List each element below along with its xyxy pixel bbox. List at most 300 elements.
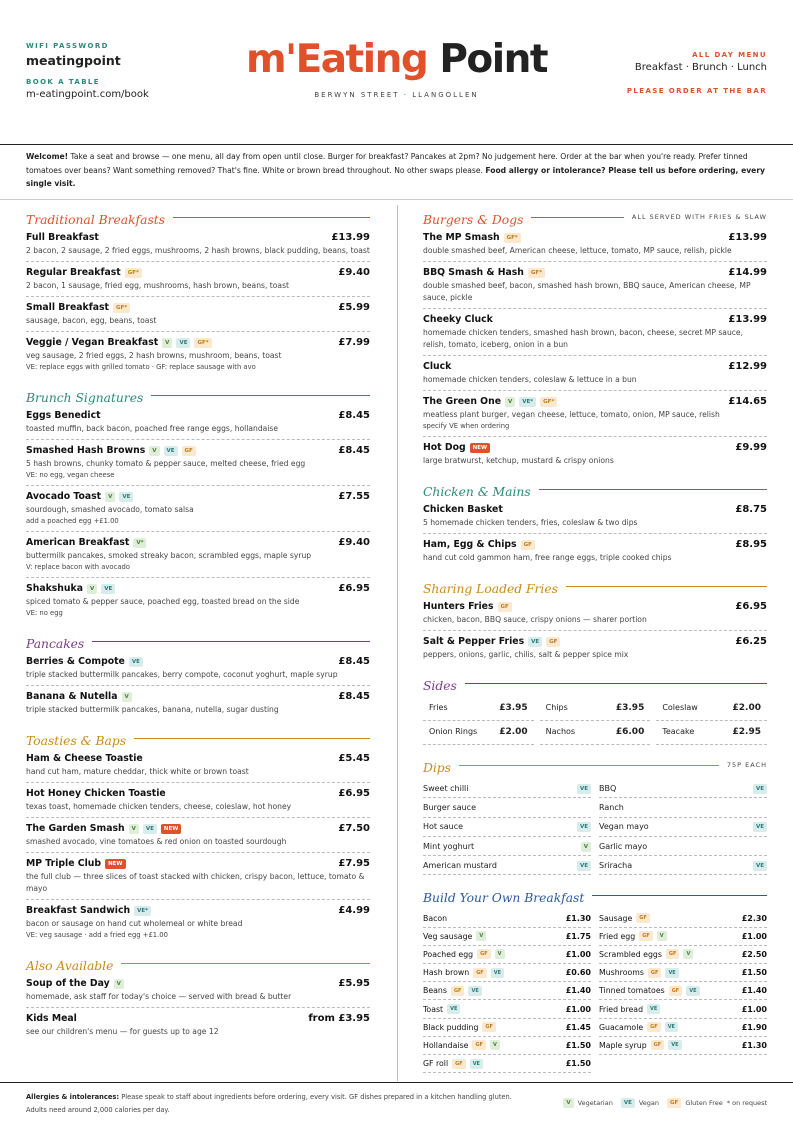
dip-item: [599, 837, 767, 856]
dip-name: Mint yoghurt: [423, 841, 475, 851]
menu-item-name: [423, 396, 557, 407]
menu-item-variant: VE: replace eggs with grilled tomato · GF: replace sausage with avo: [26, 363, 256, 371]
dip-name: Burger sauce: [423, 802, 476, 812]
menu-item-row: [26, 491, 370, 502]
dietary-badge: GF*: [528, 268, 545, 278]
side-price: £2.95: [732, 727, 761, 737]
menu-item-name-text: BBQ Smash & Hash: [423, 267, 524, 278]
dip-badge-wrap: [577, 821, 591, 832]
menu-item-name: [423, 636, 560, 647]
menu-item-description: homemade chicken tenders, smashed hash brown, bacon, cheese, secret MP sauce, relish, tomato, iceberg, onion in a bun: [423, 328, 744, 349]
section-title: Pancakes: [26, 636, 92, 652]
menu-item-price: £7.50: [338, 823, 370, 834]
side-price: £3.95: [499, 703, 528, 713]
build-item-name: [599, 1004, 660, 1014]
dietary-badge: VE: [470, 1059, 483, 1069]
menu-item-name: [423, 442, 490, 453]
menu-item-description: buttermilk pancakes, smoked streaky bacon, scrambled eggs, maple syrup: [26, 551, 312, 560]
build-item: [423, 946, 591, 964]
allday-label: ALL DAY MENU: [692, 51, 767, 59]
menu-item-name: [26, 788, 166, 799]
dietary-badge: GF: [182, 446, 196, 456]
build-item-name-text: Beans: [423, 986, 447, 996]
menu-item: [26, 690, 370, 720]
intro-allergy: Food allergy or intolerance? Please tell us before ordering, every single visit.: [26, 165, 766, 189]
menu-item: [26, 490, 370, 532]
build-item-name: [423, 968, 504, 978]
side-name: Chips: [545, 703, 568, 712]
menu-item-name-text: Kids Meal: [26, 1013, 77, 1024]
menu-item-name: [26, 691, 132, 702]
dietary-badge: GF: [651, 1040, 665, 1050]
menu-item-variant: VE: no egg: [26, 609, 63, 617]
build-item-name-text: Mushrooms: [599, 968, 644, 978]
menu-item: [26, 1012, 370, 1042]
menu-item-row: [423, 267, 767, 278]
menu-item-row: [26, 445, 370, 456]
menu-item: [26, 231, 370, 262]
menu-item-name-text: Cheeky Cluck: [423, 314, 493, 325]
dietary-badge: GF*: [125, 268, 142, 278]
dietary-badge: NEW: [470, 443, 490, 453]
build-item: [423, 982, 591, 1000]
build-item-name: [423, 1004, 460, 1014]
menu-item-name-text: Ham & Cheese Toastie: [26, 753, 143, 764]
menu-item-description: 2 bacon, 1 sausage, fried egg, mushrooms, hash brown, beans, toast: [26, 281, 290, 290]
section-header: [26, 730, 370, 746]
menu-item-price: £6.95: [735, 601, 767, 612]
build-item-price: £1.50: [565, 1040, 591, 1050]
dietary-badge: VE: [577, 822, 591, 832]
build-item-name: [599, 968, 679, 978]
menu-item-name: [423, 232, 521, 243]
dietary-badge: VE: [176, 338, 190, 348]
menu-item-name: [26, 337, 212, 348]
dip-item: [423, 818, 591, 837]
dip-badge-wrap: [753, 821, 767, 832]
menu-item-price: from £3.95: [308, 1013, 370, 1024]
build-item-name: [423, 1040, 500, 1050]
menu-item-price: £9.40: [338, 267, 370, 278]
menu-item-description: homemade chicken tenders, coleslaw & lettuce in a bun: [423, 375, 637, 384]
menu-item-row: [26, 691, 370, 702]
left-column: [26, 209, 370, 1052]
menu-item-name-text: Breakfast Sandwich: [26, 905, 131, 916]
menu-item: [423, 266, 767, 309]
menu-item-name-text: Soup of the Day: [26, 978, 110, 989]
menu-item: [26, 904, 370, 945]
menu-item-name-text: Avocado Toast: [26, 491, 102, 502]
build-item-name-text: Fried bread: [599, 1004, 644, 1014]
menu-item-description: sausage, bacon, egg, beans, toast: [26, 316, 157, 325]
menu-item-price: £8.45: [338, 691, 370, 702]
dip-badge-wrap: [577, 783, 591, 794]
dip-item: [423, 837, 591, 856]
menu-item-name: [26, 823, 181, 834]
dietary-badge: VE: [665, 1022, 678, 1032]
menu-item-description: 5 hash browns, chunky tomato & pepper sauce, melted cheese, fried egg: [26, 459, 306, 468]
build-item-name-text: Toast: [423, 1004, 444, 1014]
build-item-price: £1.00: [565, 949, 591, 959]
dietary-badge: VE: [119, 492, 133, 502]
menu-item-name: [26, 1013, 77, 1024]
menu-item-name-text: Banana & Nutella: [26, 691, 118, 702]
menu-item-name: [423, 361, 451, 372]
restaurant-logo: [150, 37, 643, 82]
menu-item: [423, 395, 767, 437]
dietary-badge: GF: [639, 931, 653, 941]
build-item-name: [423, 949, 505, 959]
menu-item-row: [26, 1013, 370, 1024]
section-title: Chicken & Mains: [423, 484, 539, 500]
footer-calories: Adults need around 2,000 calories per day.: [26, 1105, 170, 1114]
dietary-badge: V: [129, 824, 139, 834]
build-item-price: £1.30: [565, 913, 591, 923]
menu-item-name: [423, 601, 512, 612]
dietary-badge: GF: [648, 968, 662, 978]
menu-section: [423, 481, 767, 568]
footer-allergy-label: Allergies & intolerances:: [26, 1093, 120, 1101]
build-item: [423, 964, 591, 982]
dietary-badge: V: [683, 949, 693, 959]
section-title: Brunch Signatures: [26, 390, 151, 406]
dietary-badge: GF: [647, 1022, 661, 1032]
section-title: Sharing Loaded Fries: [423, 581, 566, 597]
menu-item-price: £5.99: [338, 302, 370, 313]
menu-item-description: homemade, ask staff for today's choice — served with bread & butter: [26, 992, 292, 1001]
build-item-name: [599, 913, 650, 923]
section-header: [26, 209, 370, 225]
dietary-badge: GF: [521, 540, 535, 550]
dietary-badge: VE: [753, 861, 767, 871]
key-label: Vegan: [638, 1099, 660, 1107]
build-item-name: [599, 1022, 678, 1032]
divider: [0, 199, 793, 200]
menu-header: [0, 0, 793, 145]
build-item: [599, 982, 767, 1000]
build-item: [599, 964, 767, 982]
dietary-badge: GF: [472, 1040, 486, 1050]
menu-item: [26, 655, 370, 686]
menu-item-name: [26, 445, 196, 456]
build-item-name: [599, 931, 667, 941]
section-title: Sides: [423, 678, 465, 694]
menu-item-price: £13.99: [331, 232, 370, 243]
dietary-badge: VE: [447, 1004, 460, 1014]
footer-allergy-text: Please speak to staff about ingredients before ordering, every visit. GF dishes prepared in a kitchen handling gluten.: [119, 1093, 512, 1101]
menu-item-price: £14.99: [728, 267, 767, 278]
menu-item-name-text: American Breakfast: [26, 537, 130, 548]
build-item-name-text: Bacon: [423, 913, 448, 923]
build-item-price: £1.50: [565, 1059, 591, 1069]
dietary-badge: VE: [753, 784, 767, 794]
build-item-price: £1.30: [741, 1040, 767, 1050]
wifi-label: WIFI PASSWORD: [26, 42, 109, 50]
side-name: Nachos: [545, 727, 576, 736]
side-item: [423, 721, 534, 745]
dietary-badge: V: [105, 492, 115, 502]
menu-item-name-text: Ham, Egg & Chips: [423, 539, 517, 550]
section-rule: [423, 683, 767, 684]
menu-item-name-text: Shakshuka: [26, 583, 83, 594]
menu-item-row: [26, 656, 370, 667]
dietary-badge: GF*: [504, 233, 521, 243]
menu-item-name-text: Hot Dog: [423, 442, 466, 453]
build-item-name: [423, 986, 482, 996]
footer-key: [559, 1098, 767, 1108]
build-item: [599, 1037, 767, 1055]
menu-item: [423, 600, 767, 631]
menu-item-variant: VE: no egg, vegan cheese: [26, 471, 115, 479]
dip-name: BBQ: [599, 783, 617, 793]
build-item-name-text: Maple syrup: [599, 1040, 647, 1050]
menu-item-price: £9.99: [735, 442, 767, 453]
menu-item-variant: add a poached egg +£1.00: [26, 517, 119, 525]
on-request-note: * on request: [726, 1099, 767, 1107]
menu-item-description: the full club — three slices of toast stacked with chicken, crispy bacon, lettuce, tomato & mayo: [26, 872, 365, 893]
menu-section: [26, 633, 370, 720]
dietary-badge: VE: [686, 986, 699, 996]
menu-item-description: large bratwurst, ketchup, mustard & crispy onions: [423, 456, 614, 465]
intro-text: [26, 150, 771, 191]
sides-section: [423, 675, 767, 745]
menu-item-row: [423, 314, 767, 325]
menu-item-name-text: The Green One: [423, 396, 502, 407]
menu-item-name-text: Smashed Hash Browns: [26, 445, 146, 456]
build-item-name: [423, 1059, 483, 1069]
menu-item-price: £5.45: [338, 753, 370, 764]
menu-item-description: 5 homemade chicken tenders, fries, coleslaw & two dips: [423, 518, 638, 527]
dip-name: Hot sauce: [423, 822, 464, 832]
dip-badge-wrap: [753, 860, 767, 871]
dip-name: Vegan mayo: [599, 822, 649, 832]
dietary-badge: V: [149, 446, 159, 456]
section-header: [423, 209, 767, 225]
menu-item-price: £8.95: [735, 539, 767, 550]
menu-item-description: meatless plant burger, vegan cheese, lettuce, tomato, onion, MP sauce, relish: [423, 410, 720, 419]
menu-item-name: [26, 656, 143, 667]
dip-name: Ranch: [599, 802, 624, 812]
menu-item: [26, 822, 370, 853]
menu-item: [26, 752, 370, 783]
logo-part-b: Point: [439, 37, 547, 82]
build-item: [599, 909, 767, 927]
dietary-badge: VE: [577, 861, 591, 871]
menu-item: [26, 301, 370, 332]
menu-item: [26, 582, 370, 623]
section-header: [26, 633, 370, 649]
build-item-name: [423, 1022, 496, 1032]
menu-item: [26, 409, 370, 440]
menu-item-row: [423, 361, 767, 372]
side-item: [423, 697, 534, 721]
side-price: £2.00: [732, 703, 761, 713]
menu-item: [26, 977, 370, 1008]
dietary-badge: VE: [101, 584, 115, 594]
menu-item-price: £5.95: [338, 978, 370, 989]
menu-item-variant: V: replace bacon with avocado: [26, 563, 130, 571]
section-title: Build Your Own Breakfast: [423, 890, 592, 906]
menu-item-description: peppers, onions, garlic, chilis, salt & pepper spice mix: [423, 650, 629, 659]
menu-item: [423, 635, 767, 665]
build-item-name-text: GF roll: [423, 1059, 449, 1069]
build-item-name: [423, 914, 447, 923]
dip-item: [423, 798, 591, 817]
menu-item: [26, 857, 370, 900]
menu-item-price: £12.99: [728, 361, 767, 372]
dietary-badge: VE: [577, 784, 591, 794]
build-item-price: £1.50: [741, 968, 767, 978]
dip-item: [599, 779, 767, 798]
dietary-badge: V: [495, 949, 505, 959]
menu-item-price: £8.45: [338, 410, 370, 421]
dietary-badge: VE*: [519, 397, 536, 407]
dip-name: Garlic mayo: [599, 841, 648, 851]
menu-item-row: [26, 302, 370, 313]
build-item-price: £1.75: [565, 931, 591, 941]
build-item-name-text: Sausage: [599, 913, 633, 923]
build-item: [423, 1055, 591, 1073]
build-grid: [423, 909, 767, 1073]
side-price: £2.00: [499, 727, 528, 737]
dietary-badge: GF: [667, 1098, 681, 1108]
dietary-badge: GF*: [194, 338, 211, 348]
menu-item: [26, 787, 370, 818]
menu-section: [423, 578, 767, 665]
menu-item-price: £6.95: [338, 788, 370, 799]
build-item-name: [423, 931, 486, 941]
book-link[interactable]: m-eatingpoint.com/book: [26, 89, 149, 100]
menu-item-price: £7.99: [338, 337, 370, 348]
build-item: [423, 1000, 591, 1018]
menu-item-name-text: Small Breakfast: [26, 302, 109, 313]
menu-item-description: texas toast, homemade chicken tenders, cheese, coleslaw, hot honey: [26, 802, 292, 811]
dip-item: [599, 818, 767, 837]
key-label: Vegetarian: [577, 1099, 613, 1107]
menu-item-price: £13.99: [728, 314, 767, 325]
menu-item-row: [423, 232, 767, 243]
dips-section: [423, 757, 767, 875]
dip-badge-wrap: [753, 783, 767, 794]
build-item: [423, 1037, 591, 1055]
menu-item-row: [26, 823, 370, 834]
dietary-badge: GF: [669, 986, 683, 996]
menu-item-row: [26, 232, 370, 243]
section-header: [423, 757, 767, 773]
menu-item-row: [423, 504, 767, 515]
intro-body: Take a seat and browse — one menu, all day from open until close. Burger for breakfast? Pancakes at 2pm? No judgement here. Order at the bar when you're ready. Prefer tinned tomatoes over beans? Want something removed? That's fine. White or brown bread throughout. No other swaps please.: [26, 152, 748, 175]
section-title: Traditional Breakfasts: [26, 212, 173, 228]
build-section: [423, 887, 767, 1073]
build-item: [599, 946, 767, 964]
menu-item-name: [423, 539, 535, 550]
build-item: [599, 1000, 767, 1018]
dietary-badge: V: [122, 692, 132, 702]
footer-rule: [0, 1082, 793, 1083]
menu-item-name: [26, 537, 146, 548]
build-item: [599, 928, 767, 946]
dip-item: [423, 779, 591, 798]
menu-item-price: £7.55: [338, 491, 370, 502]
section-rule: [423, 765, 767, 766]
menu-item-row: [26, 978, 370, 989]
menu-item-price: £7.95: [338, 858, 370, 869]
side-price: £3.95: [615, 703, 645, 713]
side-item: [540, 721, 651, 745]
build-item-price: £1.00: [741, 931, 767, 941]
build-item: [599, 1019, 767, 1037]
dietary-badge: GF: [546, 637, 560, 647]
section-title: Burgers & Dogs: [423, 212, 531, 228]
menu-item-row: [26, 753, 370, 764]
dietary-badge: GF: [477, 949, 491, 959]
menu-item: [423, 441, 767, 471]
menu-item-row: [423, 539, 767, 550]
menu-item-name-text: Eggs Benedict: [26, 410, 101, 421]
dip-item: [599, 798, 767, 817]
build-item-price: £1.45: [565, 1022, 591, 1032]
menu-item: [26, 444, 370, 486]
intro-welcome: Welcome!: [26, 152, 69, 161]
side-name: Teacake: [662, 727, 695, 736]
dietary-badge: V: [162, 338, 172, 348]
build-item-name: [599, 949, 693, 959]
menu-item-row: [423, 636, 767, 647]
section-title: Also Available: [26, 958, 121, 974]
dip-name: American mustard: [423, 860, 497, 870]
dip-item: [599, 856, 767, 875]
menu-item-name: [423, 504, 503, 515]
section-header: [423, 675, 767, 691]
dietary-badge: VE: [668, 1040, 681, 1050]
menu-item-price: £14.65: [728, 396, 767, 407]
menu-item-description: double smashed beef, American cheese, lettuce, tomato, MP sauce, relish, pickle: [423, 246, 732, 255]
side-item: [656, 721, 767, 745]
menu-item-price: £6.95: [338, 583, 370, 594]
build-item-price: £1.00: [741, 1004, 767, 1014]
address: BERWYN STREET · LLANGOLLEN: [314, 91, 479, 99]
menu-item-description: chicken, bacon, BBQ sauce, crispy onions — sharer portion: [423, 615, 647, 624]
build-item-name-text: Hash brown: [423, 968, 470, 978]
dietary-badge: NEW: [105, 859, 125, 869]
menu-item-price: £4.99: [338, 905, 370, 916]
build-item: [423, 909, 591, 927]
menu-item-row: [26, 858, 370, 869]
logo-part-a: m'Eating: [246, 37, 428, 82]
dietary-badge: GF: [482, 1022, 496, 1032]
menu-item: [423, 360, 767, 391]
menu-item-name-text: Veggie / Vegan Breakfast: [26, 337, 159, 348]
dietary-badge: VE: [491, 968, 504, 978]
menu-item-name-text: Hot Honey Chicken Toastie: [26, 788, 166, 799]
menu-item-row: [26, 267, 370, 278]
section-title: Dips: [423, 760, 459, 776]
dietary-badge: VE: [528, 637, 542, 647]
dietary-badge: GF*: [113, 303, 130, 313]
dietary-badge: GF: [473, 968, 487, 978]
build-item-price: £1.90: [741, 1022, 767, 1032]
menu-item-name: [26, 583, 115, 594]
menu-item: [423, 503, 767, 534]
menu-item-name-text: The MP Smash: [423, 232, 500, 243]
menu-item-variant: VE: veg sausage · add a fried egg +£1.00: [26, 931, 168, 939]
section-note: ALL SERVED WITH FRIES & SLAW: [624, 213, 767, 221]
menu-item-name: [26, 905, 151, 916]
menu-item-description: triple stacked buttermilk pancakes, berry compote, coconut yoghurt, maple syrup: [26, 670, 338, 679]
section-header: [26, 955, 370, 971]
dietary-badge: VE: [665, 968, 678, 978]
build-item-price: £1.40: [741, 986, 767, 996]
